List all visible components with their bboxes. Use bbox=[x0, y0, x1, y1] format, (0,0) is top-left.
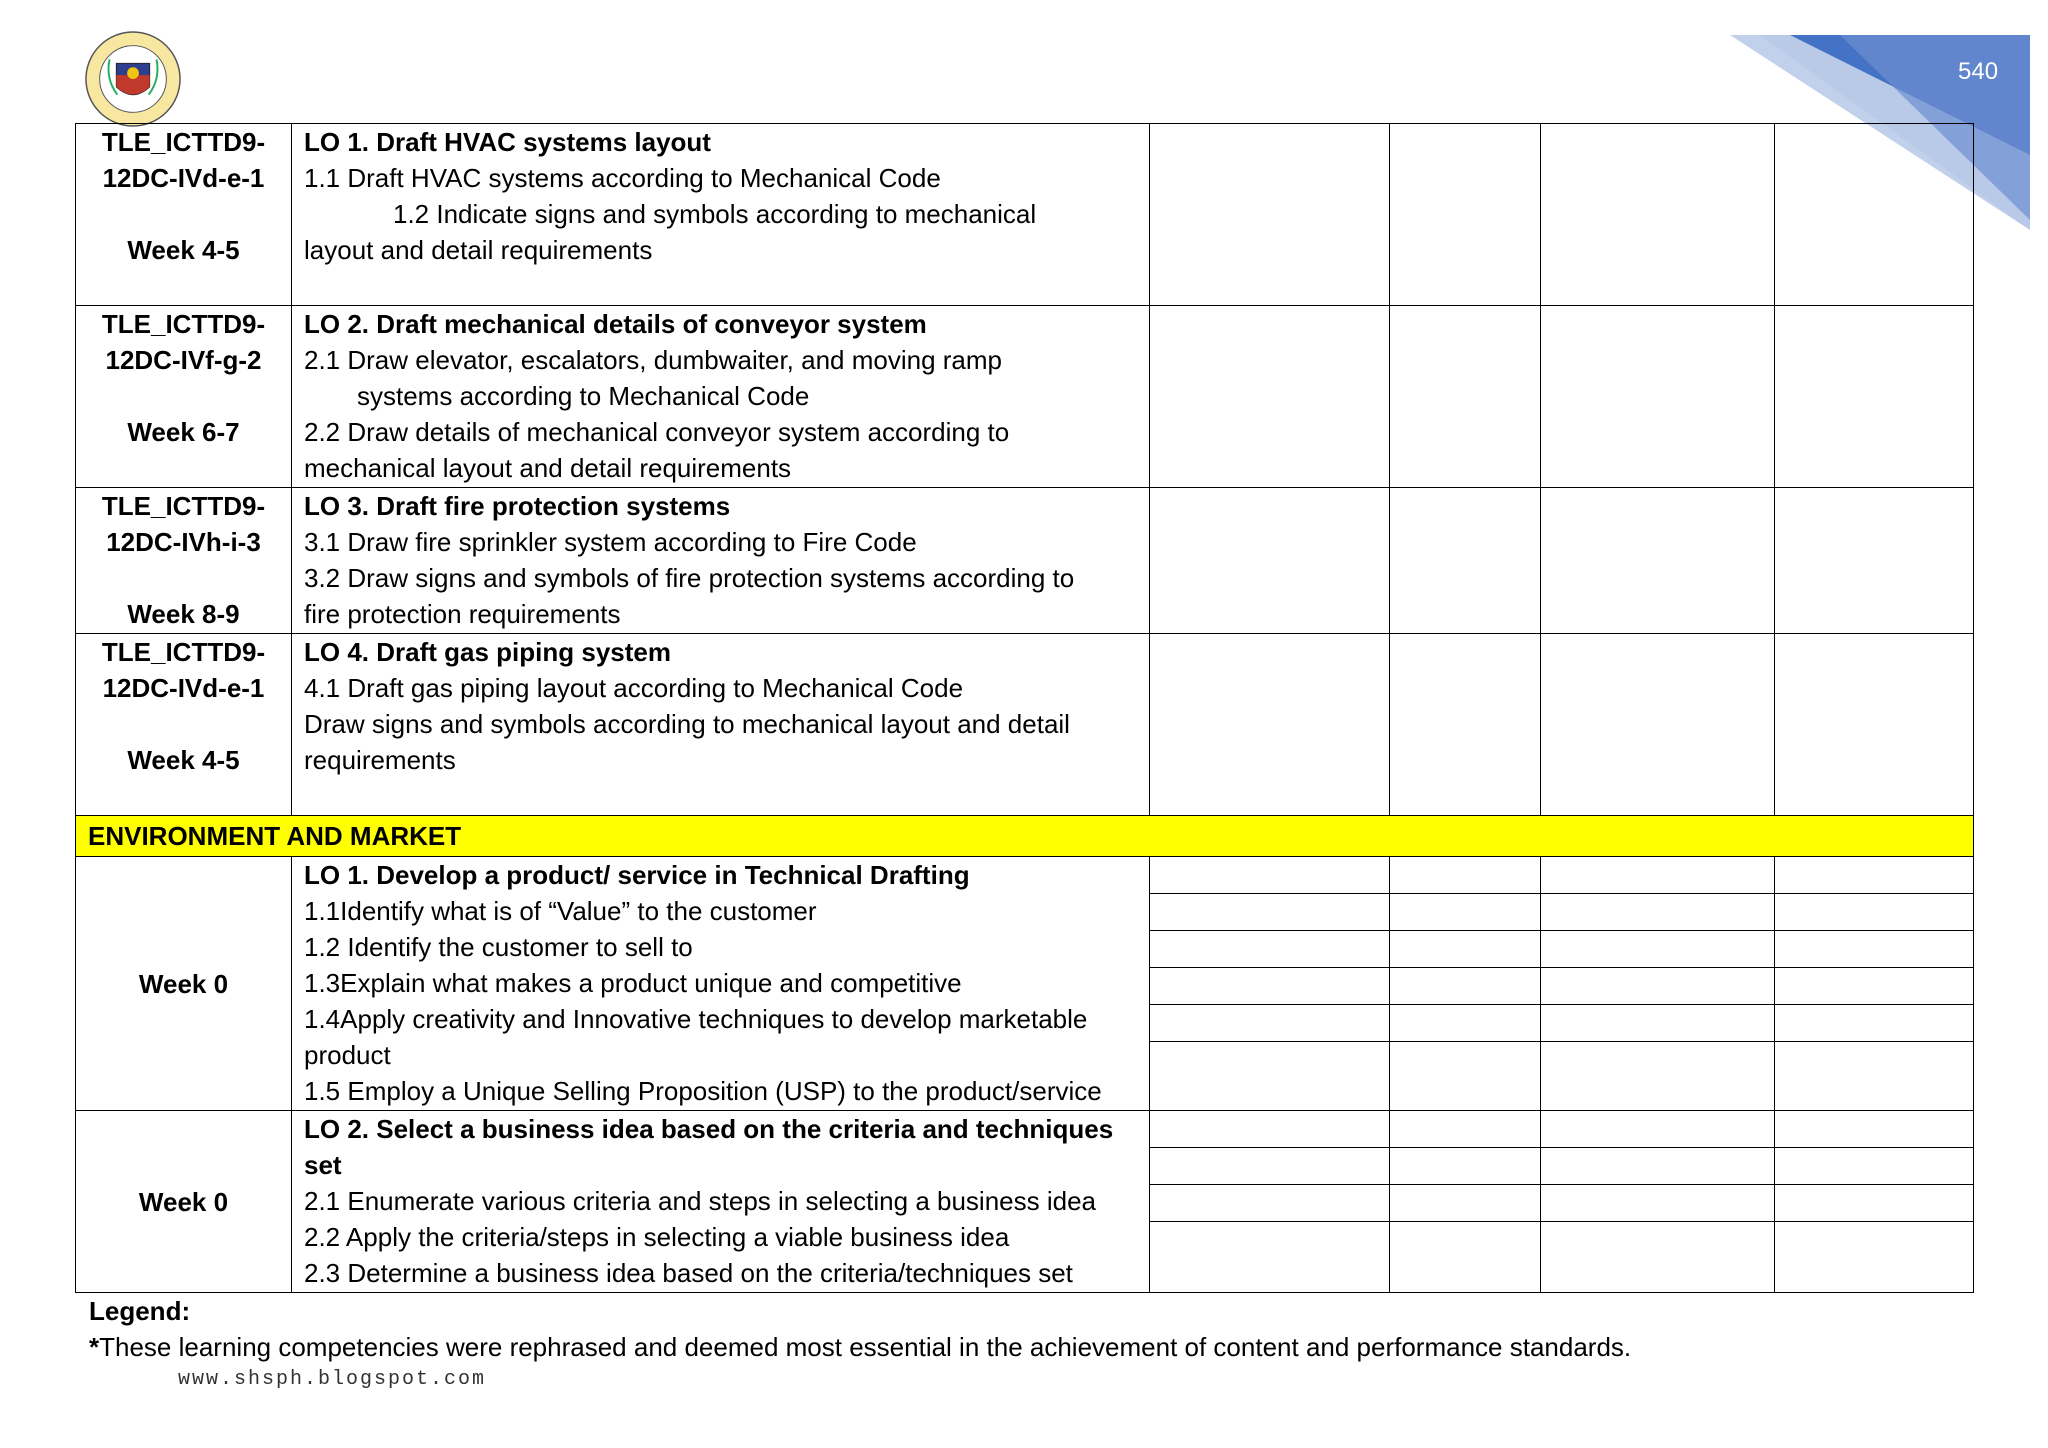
lo-item: 3.2 Draw signs and symbols of fire protection systems according to bbox=[304, 563, 1075, 593]
legend-star: * bbox=[89, 1332, 100, 1362]
code-line: TLE_ICTTD9- bbox=[101, 491, 266, 521]
lo-item: 1.1 Draft HVAC systems according to Mechanical Code bbox=[304, 163, 941, 193]
lo-item: requirements bbox=[304, 745, 456, 775]
empty-cell bbox=[1390, 488, 1541, 634]
empty-subcells bbox=[1150, 1111, 1390, 1293]
lo-title: LO 2. Draft mechanical details of conveyor system bbox=[304, 309, 927, 339]
empty-subcells bbox=[1150, 857, 1390, 1111]
empty-cell bbox=[1150, 306, 1390, 488]
empty-subcells bbox=[1775, 1111, 1974, 1293]
lo-item: 2.2 Draw details of mechanical conveyor system according to bbox=[304, 417, 1010, 447]
table-row bbox=[76, 857, 1974, 1111]
lo-item: 1.2 Identify the customer to sell to bbox=[304, 932, 693, 962]
table-row bbox=[76, 306, 1974, 488]
lo-item: Draw signs and symbols according to mechanical layout and detail bbox=[304, 709, 1070, 739]
competency-code-cell bbox=[76, 488, 292, 634]
code-line: 12DC-IVh-i-3 bbox=[106, 527, 261, 557]
lo-item: systems according to Mechanical Code bbox=[357, 381, 810, 411]
code-line: 12DC-IVf-g-2 bbox=[105, 345, 262, 375]
code-line: 12DC-IVd-e-1 bbox=[102, 163, 265, 193]
lo-item: 1.1Identify what is of “Value” to the customer bbox=[304, 896, 817, 926]
code-line: 12DC-IVd-e-1 bbox=[102, 673, 265, 703]
learning-outcome-cell bbox=[292, 306, 1150, 488]
lo-item: 3.1 Draw fire sprinkler system according to Fire Code bbox=[304, 527, 917, 557]
lo-item: 1.4Apply creativity and Innovative techniques to develop marketable bbox=[304, 1004, 1088, 1034]
empty-cell bbox=[1541, 306, 1775, 488]
lo-item: 2.1 Enumerate various criteria and steps in selecting a business idea bbox=[304, 1186, 1096, 1216]
empty-cell bbox=[1775, 634, 1974, 816]
competency-code-cell bbox=[76, 634, 292, 816]
table-row bbox=[76, 488, 1974, 634]
lo-title: LO 1. Draft HVAC systems layout bbox=[304, 127, 711, 157]
page-number: 540 bbox=[1958, 58, 1999, 85]
competency-code-cell bbox=[76, 124, 292, 306]
lo-item: 1.2 Indicate signs and symbols according to mechanical bbox=[393, 199, 1037, 229]
week-label: Week 4-5 bbox=[127, 745, 240, 775]
deped-seal-logo bbox=[84, 30, 182, 128]
lo-title: LO 2. Select a business idea based on the criteria and techniques bbox=[304, 1114, 1114, 1144]
lo-item: 1.5 Employ a Unique Selling Proposition (USP) to the product/service bbox=[304, 1076, 1102, 1106]
table-row bbox=[76, 1111, 1974, 1293]
lo-item: layout and detail requirements bbox=[304, 235, 653, 265]
legend-label: Legend: bbox=[89, 1296, 191, 1326]
lo-title: LO 4. Draft gas piping system bbox=[304, 637, 671, 667]
lo-item: 1.3Explain what makes a product unique and competitive bbox=[304, 968, 962, 998]
learning-outcome-cell bbox=[292, 488, 1150, 634]
code-line: TLE_ICTTD9- bbox=[101, 637, 266, 667]
empty-cell bbox=[1541, 634, 1775, 816]
empty-cell bbox=[1541, 124, 1775, 306]
lo-item: 2.2 Apply the criteria/steps in selecting a viable business idea bbox=[304, 1222, 1010, 1252]
lo-item: 2.3 Determine a business idea based on the criteria/techniques set bbox=[304, 1258, 1073, 1288]
empty-cell bbox=[1541, 488, 1775, 634]
empty-subcells bbox=[1541, 857, 1775, 1111]
week-label: Week 0 bbox=[76, 1111, 292, 1293]
lo-item: 2.1 Draw elevator, escalators, dumbwaiter, and moving ramp bbox=[304, 345, 1003, 375]
lo-item: product bbox=[304, 1040, 391, 1070]
section-header-row bbox=[76, 816, 1974, 857]
legend-text: These learning competencies were rephrased and deemed most essential in the achievement of content and performance standards. bbox=[99, 1332, 1632, 1362]
code-line: TLE_ICTTD9- bbox=[101, 309, 266, 339]
empty-cell bbox=[1775, 124, 1974, 306]
section-title: ENVIRONMENT AND MARKET bbox=[76, 816, 1974, 857]
empty-cell bbox=[1150, 488, 1390, 634]
lo-item: 4.1 Draft gas piping layout according to Mechanical Code bbox=[304, 673, 964, 703]
curriculum-table bbox=[75, 123, 1974, 1293]
empty-cell bbox=[1150, 634, 1390, 816]
lo-item: fire protection requirements bbox=[304, 599, 621, 629]
lo-title: LO 1. Develop a product/ service in Technical Drafting bbox=[304, 860, 970, 890]
empty-subcells bbox=[1541, 1111, 1775, 1293]
week-label: Week 0 bbox=[76, 857, 292, 1111]
empty-cell bbox=[1390, 634, 1541, 816]
empty-cell bbox=[1390, 124, 1541, 306]
empty-cell bbox=[1775, 488, 1974, 634]
learning-outcome-cell bbox=[292, 1111, 1150, 1293]
website-footer: www.shsph.blogspot.com bbox=[178, 1368, 487, 1391]
table-row bbox=[76, 124, 1974, 306]
empty-subcells bbox=[1390, 1111, 1541, 1293]
empty-subcells bbox=[1775, 857, 1974, 1111]
lo-item: mechanical layout and detail requirements bbox=[304, 453, 792, 483]
legend-note bbox=[89, 1332, 1631, 1363]
competency-code-cell bbox=[76, 306, 292, 488]
learning-outcome-cell bbox=[292, 124, 1150, 306]
empty-cell bbox=[1775, 306, 1974, 488]
code-line: TLE_ICTTD9- bbox=[101, 127, 266, 157]
empty-subcells bbox=[1390, 857, 1541, 1111]
learning-outcome-cell bbox=[292, 634, 1150, 816]
lo-title: LO 3. Draft fire protection systems bbox=[304, 491, 731, 521]
week-label: Week 8-9 bbox=[127, 599, 240, 629]
week-label: Week 6-7 bbox=[127, 417, 240, 447]
week-label: Week 4-5 bbox=[127, 235, 240, 265]
learning-outcome-cell bbox=[292, 857, 1150, 1111]
empty-cell bbox=[1390, 306, 1541, 488]
table-row bbox=[76, 634, 1974, 816]
empty-cell bbox=[1150, 124, 1390, 306]
lo-title: set bbox=[304, 1150, 342, 1180]
